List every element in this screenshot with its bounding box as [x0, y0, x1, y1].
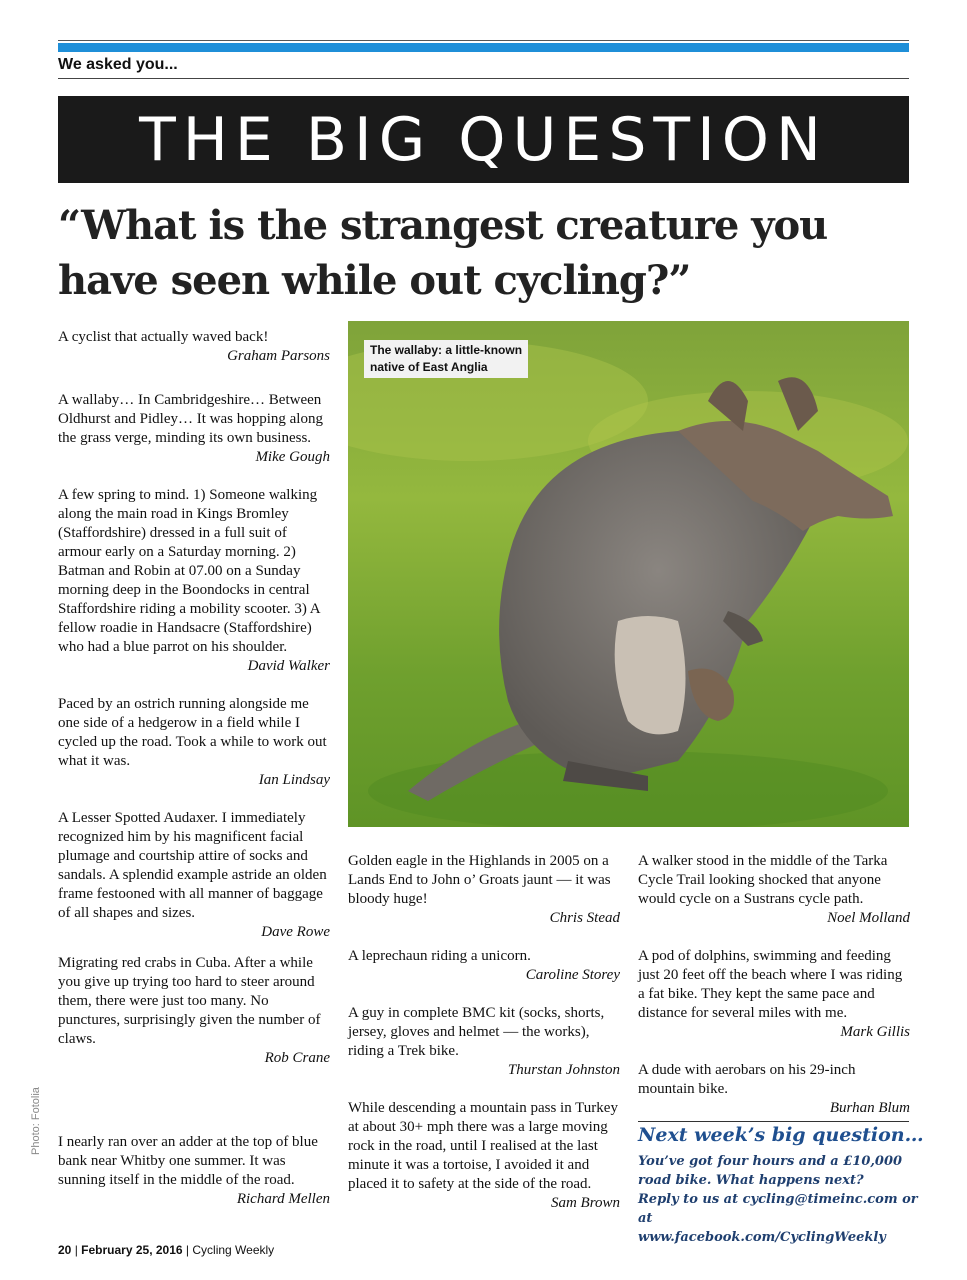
answers-column-3: [638, 852, 910, 1118]
issue-date: February 25, 2016: [81, 1243, 183, 1257]
answer-author: Caroline Storey: [525, 967, 620, 983]
next-week-rule: [638, 1121, 909, 1122]
answer-text: A guy in complete BMC kit (socks, shorts, jersey, gloves and helmet — the works), riding a Trek bike.: [348, 1005, 605, 1059]
top-rule: [58, 40, 909, 41]
section-kicker: We asked you...: [58, 56, 178, 73]
answer-author: Chris Stead: [549, 910, 620, 926]
next-week-line: road bike. What happens next?: [638, 1173, 864, 1188]
photo-caption-line: The wallaby: a little-known: [370, 343, 523, 357]
answer-author: Noel Molland: [827, 910, 910, 926]
answers-column-2: [348, 852, 620, 1213]
top-accent-bar: [58, 43, 909, 52]
photo-credit: Photo: Fotolia: [30, 1087, 42, 1155]
answers-column-1: [58, 328, 330, 1068]
answer-author: Sam Brown: [550, 1195, 620, 1211]
magazine-name: Cycling Weekly: [192, 1243, 275, 1257]
wallaby-photo: [348, 321, 909, 827]
answer-author: Rob Crane: [264, 1050, 330, 1066]
footer-separator: |: [74, 1243, 82, 1257]
answer-text: A pod of dolphins, swimming and feeding just 20 feet off the beach where I was riding a fat bike. They kept the same pace and distance for several miles with me.: [638, 948, 903, 1021]
kicker-rule: [58, 78, 909, 79]
answer-author: Burhan Blum: [829, 1100, 910, 1116]
answer-text: A walker stood in the middle of the Tarka Cycle Trail looking shocked that anyone would cycle on a Sustrans cycle path.: [638, 853, 888, 907]
next-week-body: [638, 1152, 918, 1247]
answer-author: Richard Mellen: [236, 1191, 330, 1207]
answer-author: David Walker: [247, 658, 330, 674]
answer-author: Dave Rowe: [261, 924, 330, 940]
answer-author: Mike Gough: [255, 449, 330, 465]
wallaby-illustration: [348, 321, 909, 827]
next-week-title: Next week’s big question…: [638, 1124, 924, 1146]
photo-caption: [364, 340, 528, 378]
page-number: 20: [58, 1243, 72, 1257]
answer-text: I nearly ran over an adder at the top of blue bank near Whitby one summer. It was sunning itself in the middle of the road.: [58, 1134, 318, 1188]
answer-text: A Lesser Spotted Audaxer. I immediately recognized him by his magnificent facial plumage and courtship attire of socks and sandals. A splendid example astride an olden frame festooned with all manner of baggage of all shapes and sizes.: [58, 810, 327, 921]
photo-caption-line: native of East Anglia: [370, 360, 488, 374]
answer-text: Paced by an ostrich running alongside me one side of a hedgerow in a field while I cycled up the road. Took a while to work out what it was.: [58, 696, 327, 769]
next-week-line: www.facebook.com/CyclingWeekly: [638, 1230, 886, 1245]
next-week-line: You’ve got four hours and a £10,000: [638, 1154, 903, 1169]
answer-author: Graham Parsons: [227, 348, 330, 364]
footer-separator: |: [185, 1243, 193, 1257]
answer-text: A cyclist that actually waved back!: [58, 329, 269, 345]
answers-column-1-bottom: [58, 1133, 330, 1209]
answer-text: A few spring to mind. 1) Someone walking along the main road in Kings Bromley (Staffordshire) dressed in a full suit of armour early on a Saturday morning. 2) Batman and Robin at 07.00 on a Sunday morning deep in the Boondocks in central Staffordshire riding a mobility scooter. 3) A fellow roadie in Handsacre (Staffordshire) who had a blue parrot on his shoulder.: [58, 487, 320, 655]
answer-text: Golden eagle in the Highlands in 2005 on a Lands End to John o’ Groats jaunt — it was bloody huge!: [348, 853, 611, 907]
answer-author: Thurstan Johnston: [507, 1062, 620, 1078]
page-banner: THE BIG QUESTION: [58, 96, 909, 183]
page-footer: [58, 1243, 274, 1257]
answer-text: A wallaby… In Cambridgeshire… Between Oldhurst and Pidley… It was hopping along the grass verge, minding its own business.: [58, 392, 323, 446]
next-week-line: Reply to us at cycling@timeinc.com or at: [638, 1192, 918, 1226]
big-question-heading: “What is the strangest creature you have seen while out cycling?”: [58, 202, 828, 304]
answer-author: Ian Lindsay: [258, 772, 330, 788]
answer-text: Migrating red crabs in Cuba. After a while you give up trying too hard to steer around them, there were just too many. No punctures, surprisingly given the number of claws.: [58, 955, 321, 1047]
answer-author: Mark Gillis: [840, 1024, 910, 1040]
answer-text: A dude with aerobars on his 29-inch mountain bike.: [638, 1062, 856, 1097]
answer-text: While descending a mountain pass in Turkey at about 30+ mph there was a large moving rock in the road, until I realised at the last minute it was a tortoise, I avoided it and placed it to safety at the side of the road.: [348, 1100, 618, 1192]
answer-text: A leprechaun riding a unicorn.: [348, 948, 531, 964]
